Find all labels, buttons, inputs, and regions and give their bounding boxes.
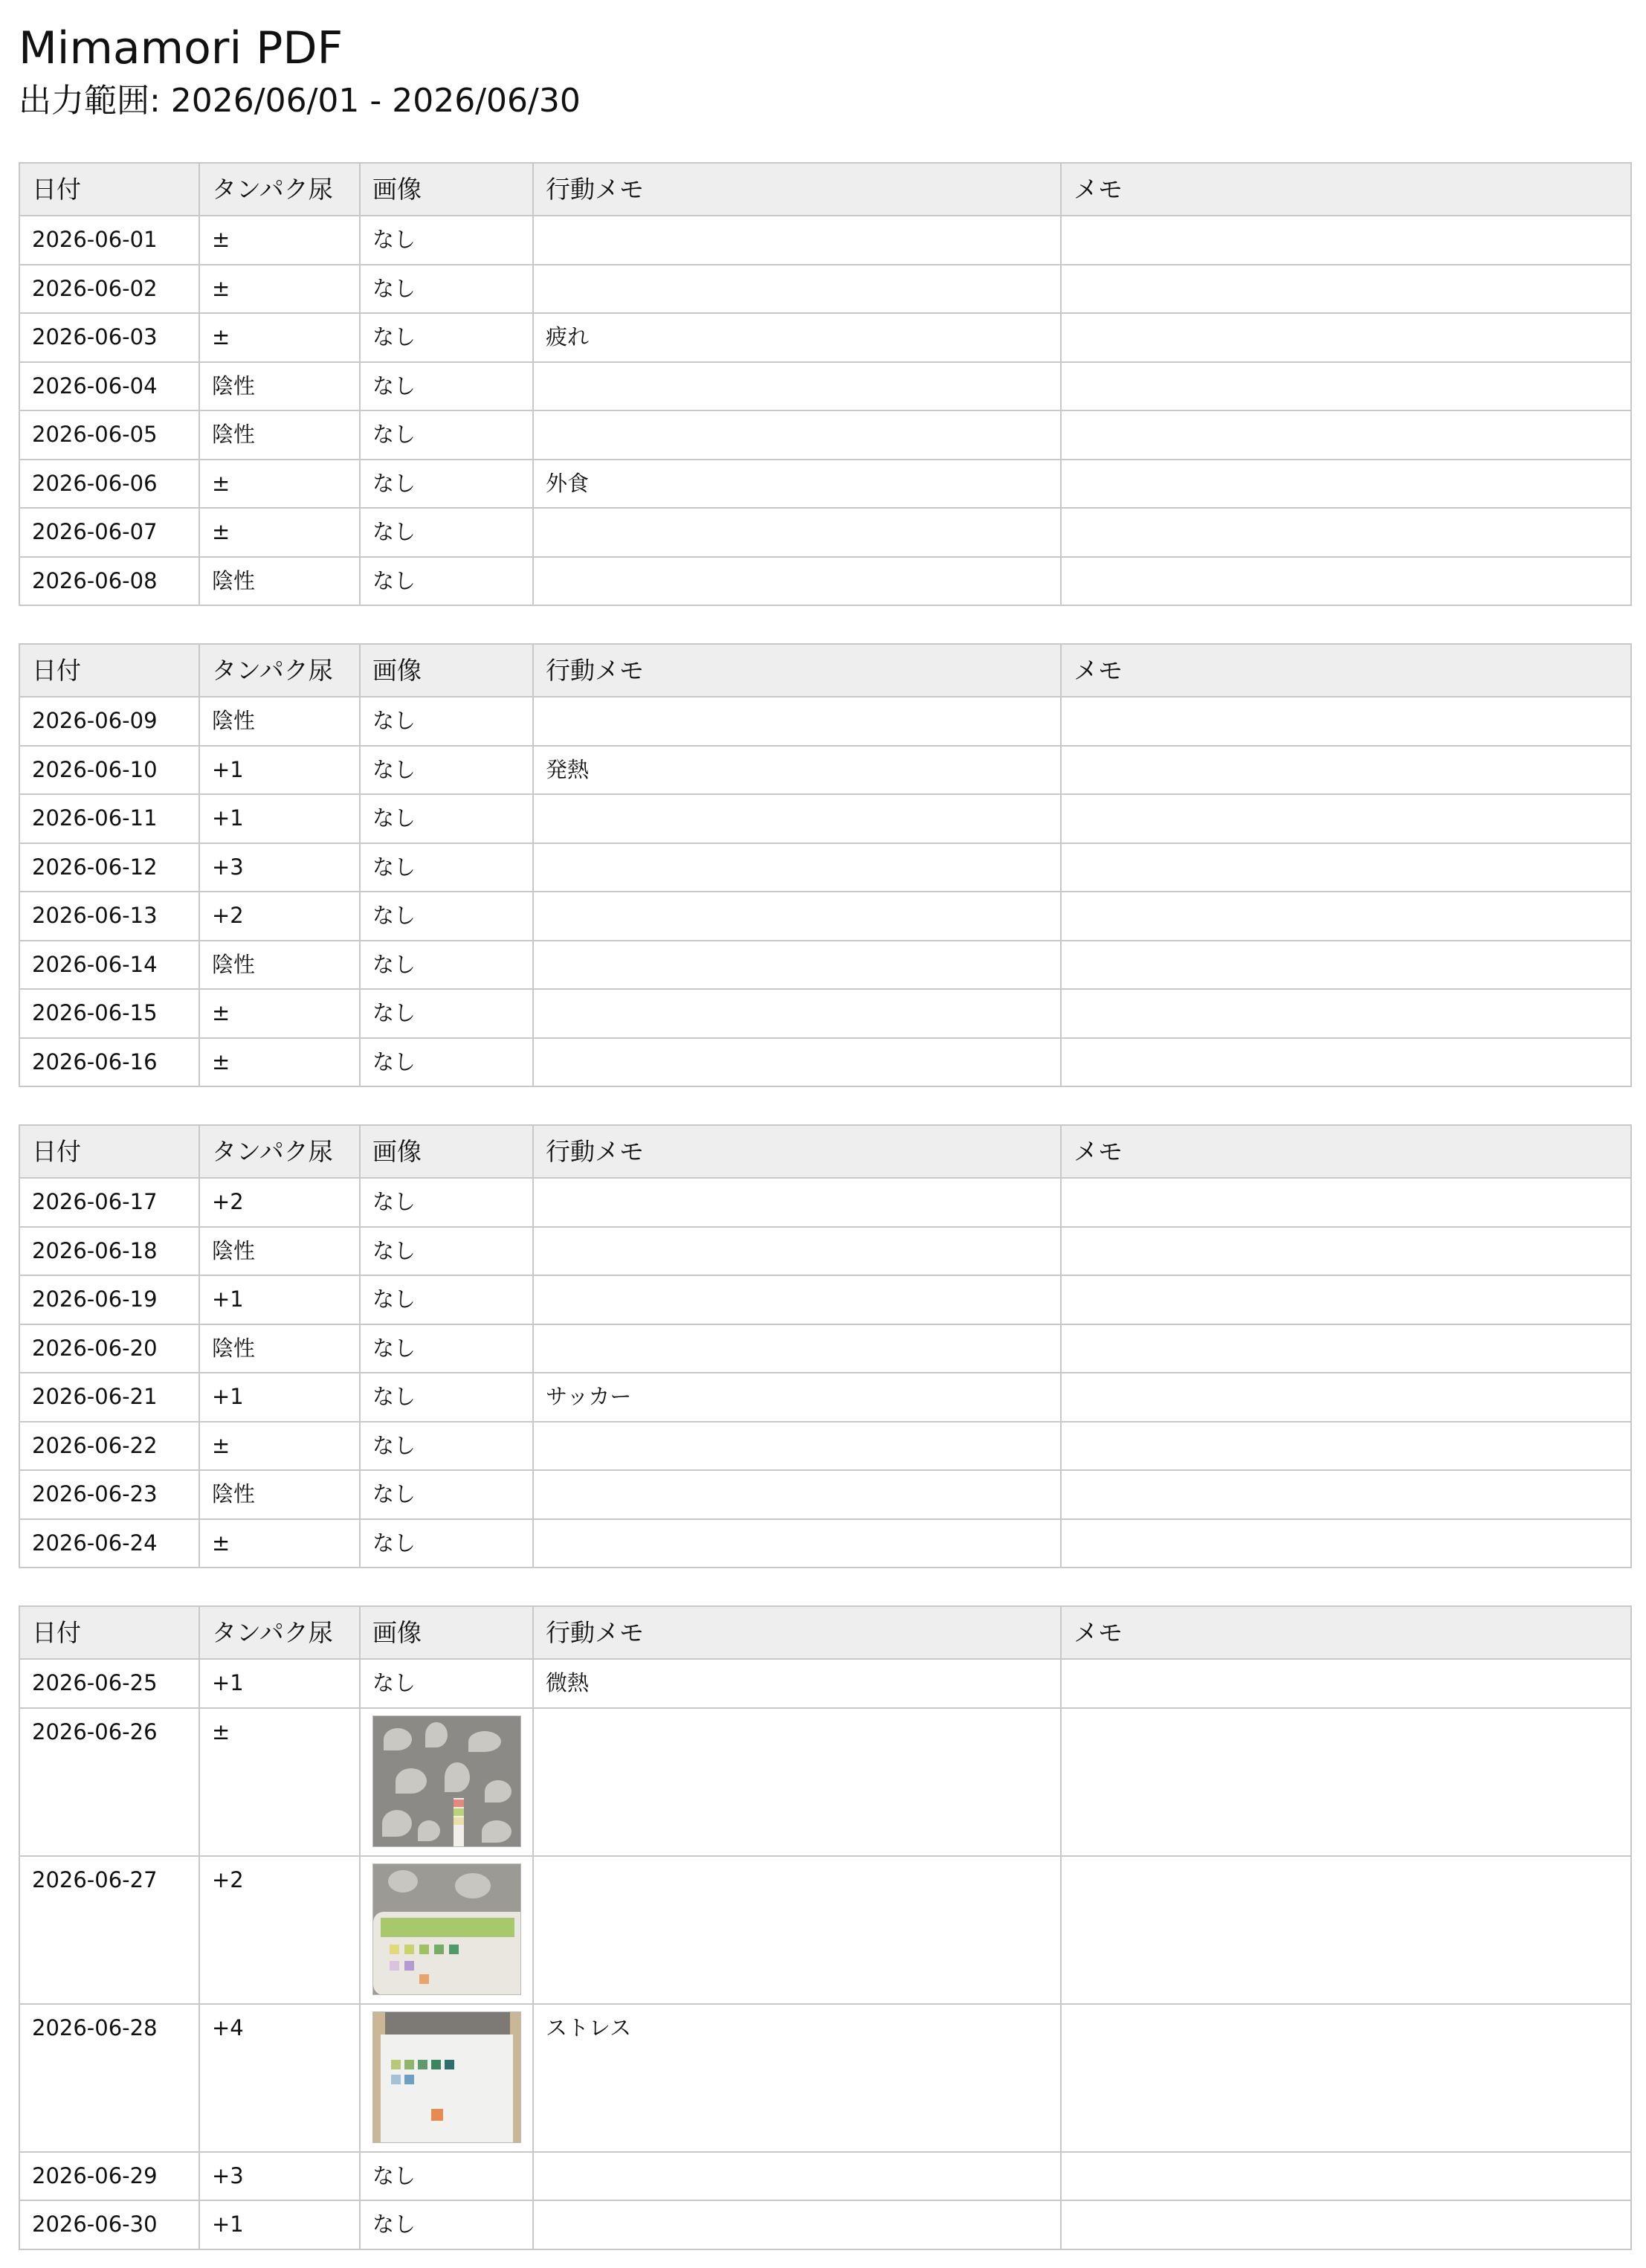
cell-date: 2026-06-07 xyxy=(19,508,199,557)
cell-image: なし xyxy=(360,697,533,746)
cell-memo xyxy=(1061,2200,1631,2249)
cell-action-memo xyxy=(533,941,1061,990)
cell-memo xyxy=(1061,410,1631,460)
cell-protein: +1 xyxy=(199,1373,360,1422)
cell-protein: ± xyxy=(199,265,360,314)
cell-action-memo xyxy=(533,989,1061,1038)
table-row xyxy=(19,794,1631,843)
cell-date: 2026-06-11 xyxy=(19,794,199,843)
cell-image: なし xyxy=(360,746,533,795)
header-image: 画像 xyxy=(360,163,533,216)
cell-date: 2026-06-23 xyxy=(19,1470,199,1519)
cell-action-memo xyxy=(533,265,1061,314)
cell-memo xyxy=(1061,892,1631,941)
header-protein: タンパク尿 xyxy=(199,644,360,697)
cell-action-memo: サッカー xyxy=(533,1373,1061,1422)
header-action-memo: 行動メモ xyxy=(533,1125,1061,1178)
header-row xyxy=(19,1125,1631,1178)
table-row xyxy=(19,410,1631,460)
records-table xyxy=(19,643,1632,1087)
table-row xyxy=(19,1708,1631,1856)
cell-memo xyxy=(1061,941,1631,990)
cell-date: 2026-06-01 xyxy=(19,216,199,265)
cell-protein: +1 xyxy=(199,2200,360,2249)
cell-memo xyxy=(1061,265,1631,314)
header-row xyxy=(19,163,1631,216)
table-row xyxy=(19,892,1631,941)
header-protein: タンパク尿 xyxy=(199,1125,360,1178)
cell-protein: 陰性 xyxy=(199,1470,360,1519)
header-memo: メモ xyxy=(1061,163,1631,216)
cell-memo xyxy=(1061,697,1631,746)
cell-protein: ± xyxy=(199,989,360,1038)
cell-memo xyxy=(1061,1178,1631,1227)
cell-protein: ± xyxy=(199,313,360,362)
header-date: 日付 xyxy=(19,1125,199,1178)
cell-memo xyxy=(1061,989,1631,1038)
header-action-memo: 行動メモ xyxy=(533,1606,1061,1659)
cell-memo xyxy=(1061,1373,1631,1422)
header-action-memo: 行動メモ xyxy=(533,163,1061,216)
cell-protein: +1 xyxy=(199,1275,360,1324)
cell-memo xyxy=(1061,1470,1631,1519)
cell-memo xyxy=(1061,1227,1631,1276)
cell-protein: ± xyxy=(199,216,360,265)
cell-image: なし xyxy=(360,1324,533,1373)
header-memo: メモ xyxy=(1061,1606,1631,1659)
cell-memo xyxy=(1061,1324,1631,1373)
cell-action-memo: 発熱 xyxy=(533,746,1061,795)
cell-action-memo xyxy=(533,1856,1061,2004)
cell-date: 2026-06-05 xyxy=(19,410,199,460)
table-row xyxy=(19,1227,1631,1276)
container-photo xyxy=(372,2011,521,2143)
table-row xyxy=(19,1519,1631,1568)
cell-date: 2026-06-22 xyxy=(19,1422,199,1471)
cell-image: なし xyxy=(360,557,533,606)
cell-image: なし xyxy=(360,362,533,411)
cell-action-memo xyxy=(533,1227,1061,1276)
tables-container xyxy=(19,162,1631,2250)
table-row xyxy=(19,697,1631,746)
cell-image: なし xyxy=(360,2152,533,2201)
table-row xyxy=(19,2152,1631,2201)
table-row xyxy=(19,2004,1631,2152)
cell-protein: 陰性 xyxy=(199,1227,360,1276)
header-protein: タンパク尿 xyxy=(199,1606,360,1659)
cell-action-memo xyxy=(533,362,1061,411)
cell-action-memo xyxy=(533,1178,1061,1227)
cell-image: なし xyxy=(360,1422,533,1471)
header-date: 日付 xyxy=(19,644,199,697)
cell-protein: ± xyxy=(199,508,360,557)
cell-protein: +3 xyxy=(199,2152,360,2201)
cell-memo xyxy=(1061,1275,1631,1324)
cell-protein: ± xyxy=(199,460,360,509)
table-row xyxy=(19,1373,1631,1422)
cell-memo xyxy=(1061,1038,1631,1087)
cell-date: 2026-06-12 xyxy=(19,843,199,892)
cell-memo xyxy=(1061,843,1631,892)
cell-image xyxy=(360,1708,533,1856)
header-image: 画像 xyxy=(360,644,533,697)
cell-date: 2026-06-13 xyxy=(19,892,199,941)
cell-protein: ± xyxy=(199,1422,360,1471)
header-image: 画像 xyxy=(360,1606,533,1659)
table-row xyxy=(19,746,1631,795)
header-date: 日付 xyxy=(19,1606,199,1659)
test-strip-photo xyxy=(372,1716,521,1847)
cell-date: 2026-06-14 xyxy=(19,941,199,990)
cell-image: なし xyxy=(360,1038,533,1087)
cell-action-memo xyxy=(533,557,1061,606)
table-row xyxy=(19,1659,1631,1708)
cell-memo xyxy=(1061,460,1631,509)
cell-image: なし xyxy=(360,1470,533,1519)
cell-memo xyxy=(1061,794,1631,843)
header-action-memo: 行動メモ xyxy=(533,644,1061,697)
cell-memo xyxy=(1061,1856,1631,2004)
cell-image: なし xyxy=(360,410,533,460)
cell-action-memo xyxy=(533,1519,1061,1568)
cell-action-memo xyxy=(533,508,1061,557)
cell-protein: +1 xyxy=(199,746,360,795)
table-row xyxy=(19,1275,1631,1324)
cell-date: 2026-06-18 xyxy=(19,1227,199,1276)
table-row xyxy=(19,313,1631,362)
cell-image: なし xyxy=(360,216,533,265)
cell-image: なし xyxy=(360,843,533,892)
cell-action-memo: 微熱 xyxy=(533,1659,1061,1708)
cell-action-memo xyxy=(533,1324,1061,1373)
cell-image xyxy=(360,1856,533,2004)
cell-date: 2026-06-15 xyxy=(19,989,199,1038)
cell-date: 2026-06-08 xyxy=(19,557,199,606)
header-protein: タンパク尿 xyxy=(199,163,360,216)
cell-action-memo xyxy=(533,410,1061,460)
cell-image: なし xyxy=(360,892,533,941)
cell-date: 2026-06-10 xyxy=(19,746,199,795)
header-memo: メモ xyxy=(1061,644,1631,697)
test-bottle-photo xyxy=(372,1863,521,1995)
cell-protein: 陰性 xyxy=(199,557,360,606)
cell-memo xyxy=(1061,746,1631,795)
cell-memo xyxy=(1061,557,1631,606)
cell-image: なし xyxy=(360,313,533,362)
cell-image: なし xyxy=(360,1373,533,1422)
table-row xyxy=(19,460,1631,509)
header-memo: メモ xyxy=(1061,1125,1631,1178)
cell-protein: 陰性 xyxy=(199,941,360,990)
cell-action-memo xyxy=(533,892,1061,941)
header-row xyxy=(19,644,1631,697)
records-table xyxy=(19,162,1632,606)
cell-image: なし xyxy=(360,1178,533,1227)
cell-date: 2026-06-09 xyxy=(19,697,199,746)
cell-memo xyxy=(1061,1519,1631,1568)
cell-action-memo xyxy=(533,697,1061,746)
cell-memo xyxy=(1061,1659,1631,1708)
table-row xyxy=(19,265,1631,314)
cell-date: 2026-06-29 xyxy=(19,2152,199,2201)
cell-protein: +2 xyxy=(199,1856,360,2004)
header-image: 画像 xyxy=(360,1125,533,1178)
cell-action-memo xyxy=(533,1275,1061,1324)
cell-protein: +3 xyxy=(199,843,360,892)
cell-date: 2026-06-19 xyxy=(19,1275,199,1324)
table-row xyxy=(19,1324,1631,1373)
cell-protein: +2 xyxy=(199,1178,360,1227)
cell-date: 2026-06-04 xyxy=(19,362,199,411)
table-row xyxy=(19,843,1631,892)
cell-action-memo xyxy=(533,1470,1061,1519)
table-row xyxy=(19,1178,1631,1227)
cell-date: 2026-06-24 xyxy=(19,1519,199,1568)
cell-protein: +1 xyxy=(199,1659,360,1708)
cell-protein: 陰性 xyxy=(199,362,360,411)
date-range: 出力範囲: 2026/06/01 - 2026/06/30 xyxy=(19,82,581,120)
header-date: 日付 xyxy=(19,163,199,216)
cell-date: 2026-06-16 xyxy=(19,1038,199,1087)
table-row xyxy=(19,941,1631,990)
cell-image: なし xyxy=(360,2200,533,2249)
cell-action-memo xyxy=(533,1708,1061,1856)
cell-image: なし xyxy=(360,460,533,509)
cell-date: 2026-06-06 xyxy=(19,460,199,509)
table-row xyxy=(19,1856,1631,2004)
cell-protein: ± xyxy=(199,1708,360,1856)
cell-protein: +1 xyxy=(199,794,360,843)
cell-image: なし xyxy=(360,1519,533,1568)
page-title: Mimamori PDF xyxy=(19,22,343,74)
cell-protein: ± xyxy=(199,1519,360,1568)
cell-image: なし xyxy=(360,794,533,843)
cell-image: なし xyxy=(360,941,533,990)
table-row xyxy=(19,557,1631,606)
cell-protein: 陰性 xyxy=(199,697,360,746)
cell-memo xyxy=(1061,2004,1631,2152)
cell-action-memo xyxy=(533,2200,1061,2249)
cell-image: なし xyxy=(360,1659,533,1708)
cell-image: なし xyxy=(360,508,533,557)
cell-image: なし xyxy=(360,1227,533,1276)
cell-protein: 陰性 xyxy=(199,410,360,460)
cell-date: 2026-06-25 xyxy=(19,1659,199,1708)
cell-date: 2026-06-28 xyxy=(19,2004,199,2152)
cell-protein: +2 xyxy=(199,892,360,941)
table-row xyxy=(19,1038,1631,1087)
cell-date: 2026-06-02 xyxy=(19,265,199,314)
table-row xyxy=(19,1470,1631,1519)
cell-action-memo: 疲れ xyxy=(533,313,1061,362)
cell-protein: 陰性 xyxy=(199,1324,360,1373)
cell-image: なし xyxy=(360,265,533,314)
cell-memo xyxy=(1061,1708,1631,1856)
cell-memo xyxy=(1061,2152,1631,2201)
cell-action-memo xyxy=(533,1422,1061,1471)
cell-date: 2026-06-27 xyxy=(19,1856,199,2004)
cell-memo xyxy=(1061,362,1631,411)
cell-protein: +4 xyxy=(199,2004,360,2152)
cell-memo xyxy=(1061,1422,1631,1471)
records-table xyxy=(19,1124,1632,1568)
table-row xyxy=(19,216,1631,265)
cell-memo xyxy=(1061,216,1631,265)
cell-action-memo xyxy=(533,2152,1061,2201)
cell-protein: ± xyxy=(199,1038,360,1087)
cell-date: 2026-06-26 xyxy=(19,1708,199,1856)
cell-action-memo xyxy=(533,843,1061,892)
table-row xyxy=(19,362,1631,411)
cell-date: 2026-06-03 xyxy=(19,313,199,362)
table-row xyxy=(19,2200,1631,2249)
cell-date: 2026-06-17 xyxy=(19,1178,199,1227)
cell-date: 2026-06-21 xyxy=(19,1373,199,1422)
table-row xyxy=(19,989,1631,1038)
cell-action-memo xyxy=(533,1038,1061,1087)
cell-memo xyxy=(1061,508,1631,557)
cell-image xyxy=(360,2004,533,2152)
cell-image: なし xyxy=(360,1275,533,1324)
cell-action-memo xyxy=(533,216,1061,265)
cell-memo xyxy=(1061,313,1631,362)
cell-action-memo: ストレス xyxy=(533,2004,1061,2152)
cell-action-memo: 外食 xyxy=(533,460,1061,509)
table-row xyxy=(19,1422,1631,1471)
cell-date: 2026-06-20 xyxy=(19,1324,199,1373)
cell-date: 2026-06-30 xyxy=(19,2200,199,2249)
records-table xyxy=(19,1605,1632,2250)
cell-image: なし xyxy=(360,989,533,1038)
header-row xyxy=(19,1606,1631,1659)
table-row xyxy=(19,508,1631,557)
cell-action-memo xyxy=(533,794,1061,843)
